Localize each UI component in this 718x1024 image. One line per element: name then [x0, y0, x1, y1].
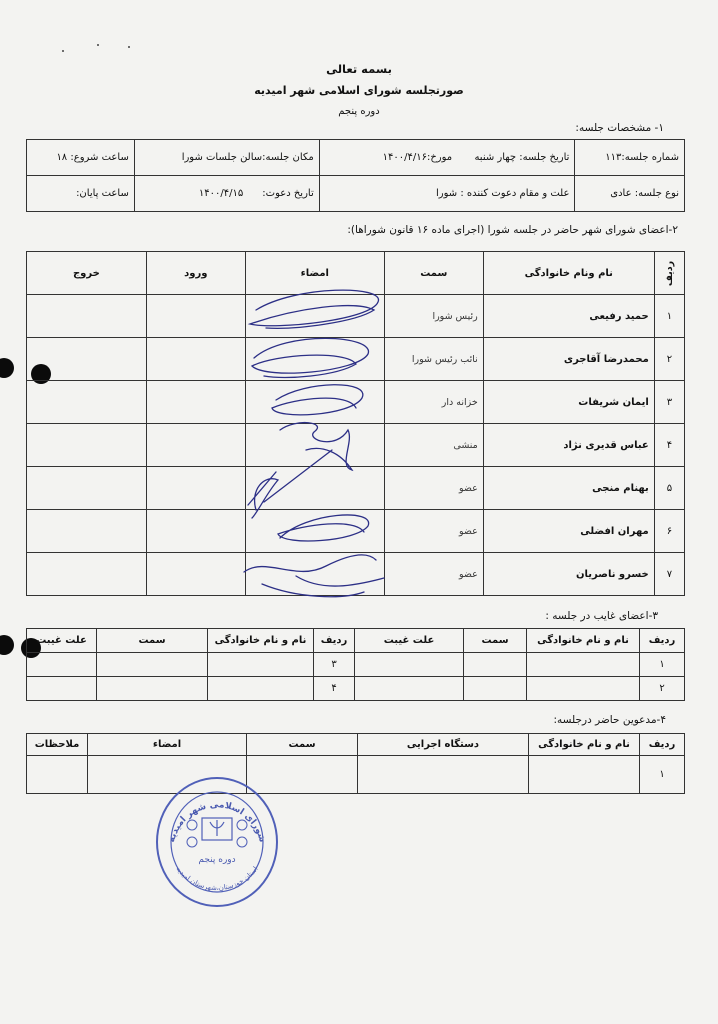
absent-row-number: ۴ [314, 677, 355, 701]
official-stamp [152, 770, 282, 910]
handwritten-signatures [236, 280, 396, 610]
absent-role [464, 653, 527, 677]
invitees-table [26, 733, 685, 794]
col-exit-header: خروج [27, 252, 147, 295]
member-exit [27, 338, 147, 381]
member-name: بهنام منجی [483, 467, 654, 510]
absent-name [527, 677, 640, 701]
svg-text:دوره پنجم: دوره پنجم [198, 855, 236, 865]
speck-mark [128, 46, 130, 48]
table-row [27, 653, 685, 677]
col-name-header: نام ونام خانوادگی [483, 252, 654, 295]
absent-role [464, 677, 527, 701]
invite-date-cell [134, 176, 319, 212]
header-term: دوره پنجم [338, 106, 380, 117]
member-number: ۲ [654, 338, 684, 381]
session-date-cell [319, 140, 575, 176]
end-time: ساعت پایان: [27, 176, 135, 212]
absent-reason [355, 677, 464, 701]
member-role: نائب رئیس شورا [384, 338, 483, 381]
session-dated: مورخ:۱۴۰۰/۴/۱۶ [382, 152, 453, 163]
section1-title: ۱- مشخصات جلسه: [575, 122, 664, 134]
session-type: نوع جلسه: عادی [575, 176, 685, 212]
member-number: ۷ [654, 553, 684, 596]
member-exit [27, 424, 147, 467]
invitee-col-name: نام و نام خانوادگی [529, 734, 640, 756]
invite-reason: علت و مقام دعوت کننده : شورا [319, 176, 575, 212]
col-signature-header: امضاء [245, 252, 384, 295]
member-entry [146, 338, 245, 381]
col-role-header: سمت [384, 252, 483, 295]
svg-text:استان خوزستان،شهرستان امیدیه: استان خوزستان،شهرستان امیدیه [174, 865, 260, 893]
signature-stroke-6 [278, 515, 369, 541]
member-exit [27, 510, 147, 553]
member-name: محمدرضا آقاجری [483, 338, 654, 381]
absent-name [208, 653, 314, 677]
member-entry [146, 553, 245, 596]
absent-row-number: ۱ [640, 653, 685, 677]
absent-col-role-left: سمت [97, 629, 208, 653]
absent-col-row-left: ردیف [314, 629, 355, 653]
signature-stroke-7 [244, 555, 384, 597]
member-exit [27, 553, 147, 596]
absent-row-number: ۲ [640, 677, 685, 701]
member-role: خزانه دار [384, 381, 483, 424]
absent-col-name-right: نام و نام خانوادگی [527, 629, 640, 653]
member-name: حمید رفیعی [483, 295, 654, 338]
session-number: شماره جلسه:۱۱۳ [575, 140, 685, 176]
member-number: ۳ [654, 381, 684, 424]
invitee-col-row: ردیف [640, 734, 685, 756]
absent-col-name-left: نام و نام خانوادگی [208, 629, 314, 653]
session-date: تاریخ جلسه: چهار شنبه [474, 152, 570, 163]
member-entry [146, 381, 245, 424]
invitee-name [529, 756, 640, 794]
absent-col-reason-left: علت غیبت [27, 629, 97, 653]
table-row [27, 677, 685, 701]
absent-name [527, 653, 640, 677]
absent-role [97, 677, 208, 701]
member-exit [27, 381, 147, 424]
member-number: ۴ [654, 424, 684, 467]
punch-hole [0, 635, 14, 655]
invitee-col-agency: دستگاه اجرایی [358, 734, 529, 756]
speck-mark [97, 44, 99, 46]
signature-stroke-5 [248, 450, 332, 518]
svg-text:شورای اسلامی شهر امیدیه: شورای اسلامی شهر امیدیه [166, 800, 268, 844]
member-role: رئیس شورا [384, 295, 483, 338]
absent-col-row-right: ردیف [640, 629, 685, 653]
absent-role [97, 653, 208, 677]
member-number: ۱ [654, 295, 684, 338]
invitee-agency [358, 756, 529, 794]
absent-members-table [26, 628, 685, 701]
col-row-header: ردیف [654, 252, 684, 295]
invitee-col-notes: ملاحظات [27, 734, 88, 756]
invitees-header-row [27, 734, 685, 756]
absent-reason [27, 653, 97, 677]
signature-stroke-2 [252, 338, 369, 377]
start-time: ساعت شروع: ۱۸ [27, 140, 135, 176]
member-entry [146, 510, 245, 553]
invite-date-label: تاریخ دعوت: [262, 188, 314, 199]
col-entry-header: ورود [146, 252, 245, 295]
table-row [27, 756, 685, 794]
member-exit [27, 467, 147, 510]
member-role: منشی [384, 424, 483, 467]
invitee-notes [27, 756, 88, 794]
absent-reason [27, 677, 97, 701]
session-details-table [26, 139, 685, 212]
absent-col-reason-right: علت غیبت [355, 629, 464, 653]
header-title: صورتجلسه شورای اسلامی شهر امیدیه [254, 84, 464, 97]
signature-stroke-3 [272, 385, 363, 415]
punch-hole [0, 358, 14, 378]
member-role: عضو [384, 510, 483, 553]
invitee-row-number: ۱ [640, 756, 685, 794]
absent-col-role-right: سمت [464, 629, 527, 653]
member-entry [146, 424, 245, 467]
invitee-col-role: سمت [247, 734, 358, 756]
invitee-col-signature: امضاء [88, 734, 247, 756]
member-entry [146, 295, 245, 338]
absent-header-row [27, 629, 685, 653]
section2-title: ۲-اعضای شورای شهر حاضر در جلسه شورا (اجرای ماده ۱۶ قانون شوراها): [347, 224, 678, 236]
absent-reason [355, 653, 464, 677]
member-entry [146, 467, 245, 510]
member-name: مهران افضلی [483, 510, 654, 553]
section4-title: ۴-مدعوین حاضر درجلسه: [553, 714, 666, 726]
speck-mark [62, 50, 64, 52]
signature-stroke-1 [250, 290, 379, 328]
session-location: مکان جلسه:سالن جلسات شورا [134, 140, 319, 176]
member-name: خسرو ناصریان [483, 553, 654, 596]
member-number: ۵ [654, 467, 684, 510]
member-exit [27, 295, 147, 338]
invite-date-value: ۱۴۰۰/۴/۱۵ [198, 188, 244, 199]
member-role: عضو [384, 467, 483, 510]
member-name: عباس قدیری نژاد [483, 424, 654, 467]
absent-name [208, 677, 314, 701]
member-name: ایمان شریفات [483, 381, 654, 424]
member-number: ۶ [654, 510, 684, 553]
member-role: عضو [384, 553, 483, 596]
section3-title: ۳-اعضای غایب در جلسه : [545, 610, 658, 622]
header-bismillah: بسمه تعالی [326, 62, 392, 76]
absent-row-number: ۳ [314, 653, 355, 677]
